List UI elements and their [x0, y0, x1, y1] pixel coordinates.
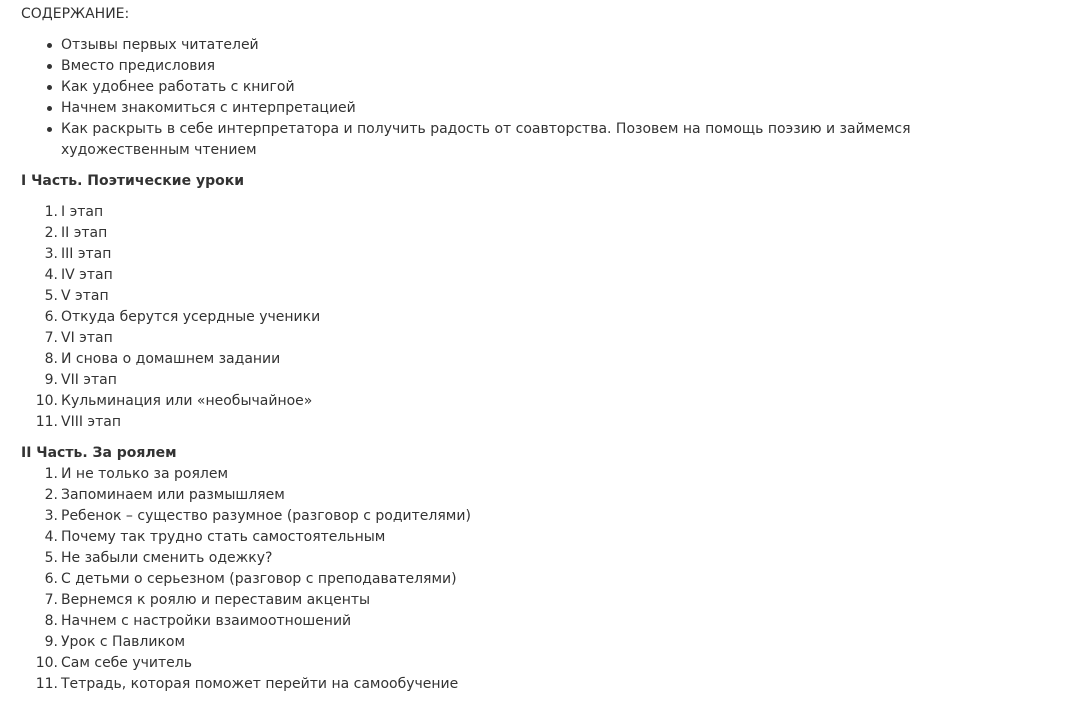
list-item-label: I этап	[61, 204, 104, 220]
list-item[interactable]	[0, 527, 600, 548]
list-item[interactable]	[0, 307, 600, 328]
bullet-icon	[47, 64, 52, 69]
list-item-number: 3.	[44, 508, 58, 524]
list-item[interactable]	[0, 349, 600, 370]
list-item-label: VIII этап	[61, 414, 121, 430]
list-item-label: Откуда берутся усердные ученики	[61, 309, 321, 325]
list-item-label: Вместо предисловия	[61, 58, 216, 74]
list-item[interactable]	[0, 119, 1031, 161]
list-item-number: 11.	[35, 676, 58, 692]
list-item-label: Урок с Павликом	[61, 634, 186, 650]
list-item-number: 10.	[35, 393, 58, 409]
list-item-number: 2.	[44, 487, 58, 503]
list-item-label: Ребенок – существо разумное (разговор с родителями)	[61, 508, 471, 524]
list-item[interactable]	[0, 35, 1031, 56]
list-item-number: 7.	[44, 330, 58, 346]
list-item[interactable]	[0, 674, 600, 695]
list-item[interactable]	[0, 464, 600, 485]
list-item[interactable]	[0, 202, 600, 223]
list-item-number: 6.	[44, 571, 58, 587]
part1-title: I Часть. Поэтические уроки	[21, 173, 245, 189]
list-item-number: 11.	[35, 414, 58, 430]
list-item[interactable]	[0, 223, 600, 244]
list-item[interactable]	[0, 590, 600, 611]
list-item[interactable]	[0, 506, 600, 527]
list-item-label: Не забыли сменить одежку?	[61, 550, 273, 566]
list-item-number: 9.	[44, 372, 58, 388]
list-item-number: 7.	[44, 592, 58, 608]
contents-title: СОДЕРЖАНИЕ:	[21, 6, 130, 22]
list-item-label: Тетрадь, которая поможет перейти на самообучение	[61, 676, 459, 692]
list-item-label: Вернемся к роялю и переставим акценты	[61, 592, 371, 608]
bullet-icon	[47, 43, 52, 48]
intro-list	[0, 35, 1031, 161]
list-item-label: Начнем знакомиться с интерпретацией	[61, 100, 356, 116]
list-item-label: Кульминация или «необычайное»	[61, 393, 313, 409]
list-item-label: III этап	[61, 246, 112, 262]
list-item-number: 8.	[44, 613, 58, 629]
list-item[interactable]	[0, 485, 600, 506]
list-item-number: 1.	[44, 204, 58, 220]
part1-list	[0, 202, 600, 433]
part2-list	[0, 464, 600, 695]
list-item[interactable]	[0, 370, 600, 391]
list-item-label: VI этап	[61, 330, 113, 346]
list-item-number: 1.	[44, 466, 58, 482]
bullet-icon	[47, 106, 52, 111]
list-item[interactable]	[0, 56, 1031, 77]
list-item-label: Как удобнее работать с книгой	[61, 79, 295, 95]
list-item-label: II этап	[61, 225, 108, 241]
list-item-label: Начнем с настройки взаимоотношений	[61, 613, 352, 629]
list-item-label: С детьми о серьезном (разговор с преподавателями)	[61, 571, 457, 587]
list-item-number: 8.	[44, 351, 58, 367]
list-item[interactable]	[0, 244, 600, 265]
list-item-number: 9.	[44, 634, 58, 650]
list-item-number: 2.	[44, 225, 58, 241]
list-item[interactable]	[0, 653, 600, 674]
list-item-label: И снова о домашнем задании	[61, 351, 281, 367]
list-item[interactable]	[0, 77, 1031, 98]
list-item-label: VII этап	[61, 372, 117, 388]
list-item-number: 6.	[44, 309, 58, 325]
list-item-label: Почему так трудно стать самостоятельным	[61, 529, 386, 545]
list-item-label: IV этап	[61, 267, 113, 283]
list-item-label: Запоминаем или размышляем	[61, 487, 285, 503]
bullet-icon	[47, 85, 52, 90]
list-item[interactable]	[0, 548, 600, 569]
list-item[interactable]	[0, 328, 600, 349]
list-item-number: 10.	[35, 655, 58, 671]
list-item[interactable]	[0, 391, 600, 412]
list-item-label: Отзывы первых читателей	[61, 37, 259, 53]
list-item-label: И не только за роялем	[61, 466, 229, 482]
list-item[interactable]	[0, 98, 1031, 119]
list-item-number: 5.	[44, 288, 58, 304]
list-item-number: 4.	[44, 267, 58, 283]
list-item-label: Как раскрыть в себе интерпретатора и получить радость от соавторства. Позовем на помощь поэзию и займемся художественным чтением	[61, 121, 911, 158]
list-item[interactable]	[0, 569, 600, 590]
list-item-label: Сам себе учитель	[61, 655, 192, 671]
list-item[interactable]	[0, 412, 600, 433]
list-item[interactable]	[0, 286, 600, 307]
list-item-number: 5.	[44, 550, 58, 566]
bullet-icon	[47, 127, 52, 132]
list-item-number: 4.	[44, 529, 58, 545]
list-item[interactable]	[0, 632, 600, 653]
list-item[interactable]	[0, 611, 600, 632]
list-item-label: V этап	[61, 288, 109, 304]
part2-title: II Часть. За роялем	[21, 445, 177, 461]
list-item[interactable]	[0, 265, 600, 286]
list-item-number: 3.	[44, 246, 58, 262]
